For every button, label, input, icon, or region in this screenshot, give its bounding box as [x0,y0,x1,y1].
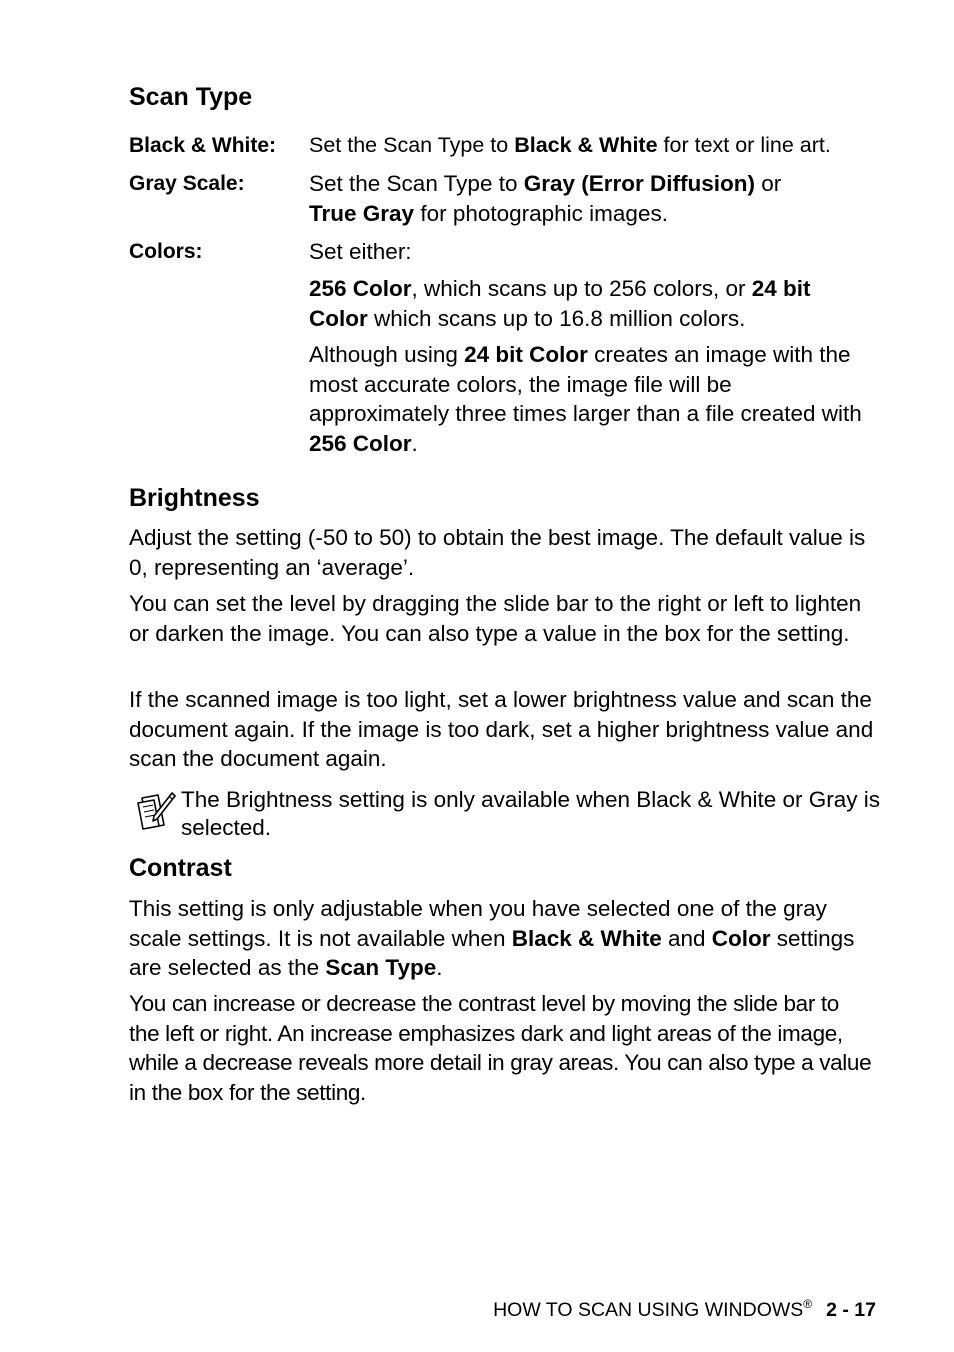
page-footer [493,1298,876,1322]
definition-text: Set the Scan Type to Black & White for text or line art. [309,133,831,157]
note-pencil-icon [134,791,176,831]
term-gray-scale: Gray Scale: [129,172,245,195]
term-colors: Colors: [129,240,203,263]
brightness-paragraph: You can set the level by dragging the slide bar to the right or left to lighten or darken the image. You can also type a value in the box for the setting. [129,591,862,646]
paragraph: Although using 24 bit Color creates an image with the most accurate colors, the image file will be approximately three times larger than a file created with 256 Color. [309,342,862,456]
definition-text: Set the Scan Type to Gray (Error Diffusion) or True Gray for photographic images. [309,171,782,226]
brightness-paragraph: If the scanned image is too light, set a lower brightness value and scan the document again. If the image is too dark, set a higher brightness value and scan the document again. [129,687,874,772]
page-number: 2 - 17 [826,1299,876,1321]
brightness-heading: Brightness [129,484,260,512]
registered-mark: ® [803,1297,813,1311]
term-black-white: Black & White: [129,134,277,157]
scan-type-heading: Scan Type [129,83,253,111]
contrast-paragraph: This setting is only adjustable when you have selected one of the gray scale settings. It is not available when Black & White and Color settings are selected as the Scan Type. [129,896,855,981]
brightness-paragraph: Adjust the setting (-50 to 50) to obtain the best image. The default value is 0, representing an ‘average’. [129,525,866,580]
note-text: The Brightness setting is only available when Black & White or Gray is selected. [181,787,881,840]
contrast-heading: Contrast [129,854,232,882]
contrast-paragraph: You can increase or decrease the contrast level by moving the slide bar to the left or right. An increase emphasizes dark and light areas of the image, while a decrease reveals more detail in gray areas. You can also type a value in the box for the setting. [129,991,872,1106]
definition-text: Set either: [309,239,412,264]
footer-section-title: HOW TO SCAN USING WINDOWS [493,1299,804,1321]
paragraph: 256 Color, which scans up to 256 colors, or 24 bit Color which scans up to 16.8 million colors. [309,276,811,331]
